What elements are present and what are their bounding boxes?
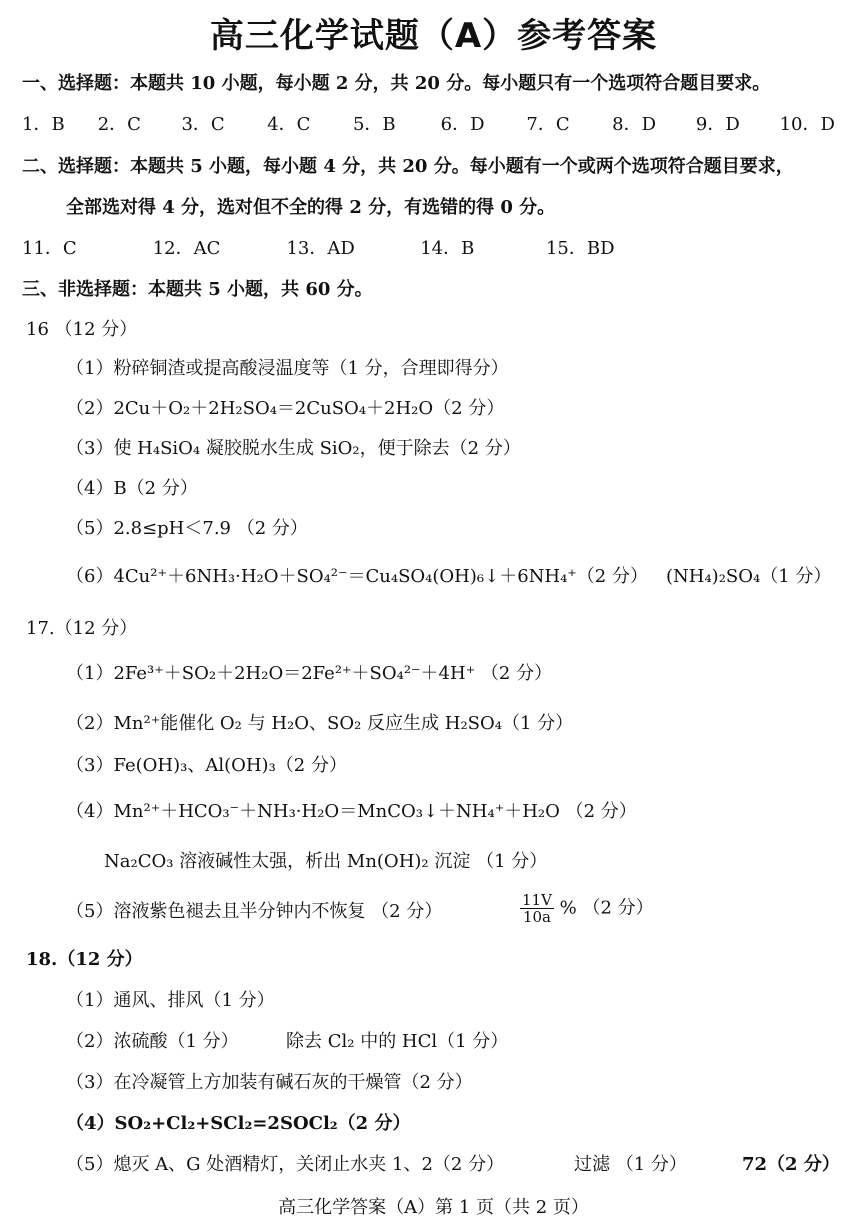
answer-5: 5．B <box>352 114 396 135</box>
section2-heading-continued: 全部选对得 4 分，选对但不全的得 2 分，有选错的得 0 分。 <box>66 197 556 218</box>
q16-part3: （3）使 H₄SiO₄ 凝胶脱水生成 SiO₂，便于除去（2 分） <box>66 438 521 459</box>
q17-part5: （5）溶液紫色褪去且半分钟内不恢复 （2 分） <box>66 901 443 922</box>
q18-part5-value: 72（2 分） <box>742 1154 840 1175</box>
q17-heading: 17.（12 分） <box>26 618 138 639</box>
answer-11: 11．C <box>22 238 77 259</box>
q17-part2: （2）Mn²⁺能催化 O₂ 与 H₂O、SO₂ 反应生成 H₂SO₄（1 分） <box>66 713 574 734</box>
answer-6: 6．D <box>440 114 485 135</box>
q18-part5: （5）熄灭 A、G 处酒精灯，关闭止水夹 1、2（2 分） <box>66 1154 505 1175</box>
q18-part5-filter: 过滤 （1 分） <box>574 1154 687 1175</box>
q17-part5-expression <box>520 892 654 925</box>
answer-3: 3．C <box>181 114 225 135</box>
answer-12: 12．AC <box>152 238 221 259</box>
fraction-numerator: 11V <box>522 891 552 909</box>
answer-13: 13．AD <box>286 238 355 259</box>
q17-part1: （1）2Fe³⁺＋SO₂＋2H₂O＝2Fe²⁺＋SO₄²⁻＋4H⁺ （2 分） <box>66 663 553 684</box>
section1-answers <box>22 113 840 137</box>
section2-answers <box>22 237 626 261</box>
answer-4: 4．C <box>267 114 311 135</box>
page-footer: 高三化学答案（A）第 1 页（共 2 页） <box>278 1197 589 1218</box>
q17-part3: （3）Fe(OH)₃、Al(OH)₃（2 分） <box>66 755 347 776</box>
q16-part6: （6）4Cu²⁺＋6NH₃·H₂O＋SO₄²⁻＝Cu₄SO₄(OH)₆↓＋6NH₄⁺（2 分） <box>66 566 648 587</box>
answer-9: 9．D <box>695 114 740 135</box>
q18-heading: 18.（12 分） <box>26 949 143 970</box>
q16-part2: （2）2Cu＋O₂＋2H₂SO₄＝2CuSO₄＋2H₂O（2 分） <box>66 398 505 419</box>
page-title: 高三化学试题（A）参考答案 <box>209 16 658 56</box>
q17-part4-note: Na₂CO₃ 溶液碱性太强，析出 Mn(OH)₂ 沉淀 （1 分） <box>104 851 548 872</box>
answer-10: 10．D <box>779 114 835 135</box>
q18-part3: （3）在冷凝管上方加装有碱石灰的干燥管（2 分） <box>66 1072 473 1093</box>
fraction-denominator: 10a <box>522 908 551 926</box>
answer-2: 2．C <box>97 114 141 135</box>
answer-1: 1．B <box>22 114 65 135</box>
answer-7: 7．C <box>526 114 570 135</box>
q17-part4: （4）Mn²⁺＋HCO₃⁻＋NH₃·H₂O＝MnCO₃↓＋NH₄⁺＋H₂O （2 分） <box>66 801 637 822</box>
fraction <box>520 892 554 925</box>
q18-part2-reason: 除去 Cl₂ 中的 HCl（1 分） <box>286 1031 509 1052</box>
answer-14: 14．B <box>420 238 475 259</box>
q16-heading: 16 （12 分） <box>26 319 138 340</box>
q18-part2: （2）浓硫酸（1 分） <box>66 1031 239 1052</box>
section3-heading: 三、非选择题：本题共 5 小题，共 60 分。 <box>22 279 373 300</box>
answer-15: 15．BD <box>545 238 615 259</box>
fraction-tail: % （2 分） <box>559 897 654 919</box>
q16-part6-product: (NH₄)₂SO₄（1 分） <box>666 566 832 587</box>
q16-part4: （4）B（2 分） <box>66 478 198 499</box>
section1-heading: 一、选择题：本题共 10 小题，每小题 2 分，共 20 分。每小题只有一个选项符合题目要求。 <box>22 73 771 94</box>
q18-part1: （1）通风、排风（1 分） <box>66 990 275 1011</box>
q18-part4: （4）SO₂+Cl₂+SCl₂=2SOCl₂（2 分） <box>66 1113 411 1134</box>
answer-8: 8．D <box>612 114 657 135</box>
q16-part5: （5）2.8≤pH＜7.9 （2 分） <box>66 518 308 539</box>
section2-heading: 二、选择题：本题共 5 小题，每小题 4 分，共 20 分。每小题有一个或两个选项符合题目要求， <box>22 156 794 177</box>
q16-part1: （1）粉碎铜渣或提高酸浸温度等（1 分，合理即得分） <box>66 358 509 379</box>
